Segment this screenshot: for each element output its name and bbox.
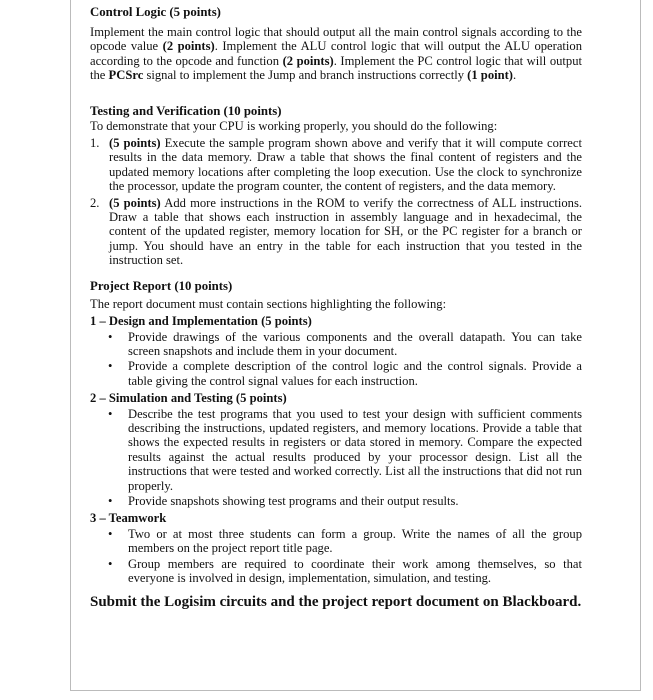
report-section [90,278,582,612]
subsection-heading: 3 – Teamwork [90,511,167,526]
list-item [90,136,582,194]
bullet-list [90,330,582,389]
testing-section [90,103,582,268]
bullet-item: • Provide a complete description of the control logic and the control signals. Provide a table giving the control signal values for each instruction. [90,359,582,388]
page-edge-bottom [70,690,641,691]
bullet-item: • Two or at most three students can form a group. Write the names of all the group members on the project report title page. [90,527,582,556]
subsection-heading: 2 – Simulation and Testing (5 points) [90,391,287,406]
text: Add more instructions in the ROM to verify the correctness of ALL instructions. Draw a table that shows each instruction in assembly language and in hexadecimal, the content of the updated register, memory location for SH, or the PC register for a branch or jump. You should have an entry in the table for each instruction that you tested in the instruction set. [109,195,582,268]
report-heading: Project Report (10 points) [90,278,233,293]
page-edge-left [70,0,71,690]
page-edge-right [640,0,641,690]
testing-heading: Testing and Verification (10 points) [90,103,282,118]
item-number: 1. [90,136,100,151]
control-logic-section [90,4,582,83]
testing-intro: To demonstrate that your CPU is working properly, you should do the following: [90,118,498,133]
submit-instruction: Submit the Logisim circuits and the project report document on Blackboard. [90,594,582,611]
bullet-item: • Group members are required to coordinate their work among themselves, so that everyone is involved in design, implementation, simulation, and testing. [90,557,582,586]
subsection-heading: 1 – Design and Implementation (5 points) [90,314,312,329]
list-item [90,196,582,268]
text: . Implement the ALU control logic that will output the ALU operation according to the opcode and function [90,39,583,68]
bold-text: (2 points) [282,53,334,68]
testing-list [90,136,582,268]
bold-text: (1 point) [467,68,514,83]
bullet-item: • Describe the test programs that you used to test your design with sufficient comments describing the instructions, updated registers, and memory locations. Provide a table that shows the expected results in registers or data stored in memory. Compare the expected results against the actual results produced by your processor design. List all the instructions that were tested and worked correctly. List all the instructions that did not run properly. [90,407,582,493]
report-intro: The report document must contain sections highlighting the following: [90,296,447,311]
bold-text: PCSrc [108,68,144,83]
bullet-item: • Provide drawings of the various components and the overall datapath. You can take screen snapshots and include them in your document. [90,330,582,359]
text: Implement the main control logic that should output all the main control signals according to the opcode value [90,25,582,54]
document-page [90,4,582,611]
text: . Implement the PC control logic that will output the [90,53,583,83]
control-logic-heading: Control Logic (5 points) [90,5,221,19]
bold-text: (5 points) [109,136,161,151]
bold-text: (5 points) [109,195,161,210]
bullet-list [90,407,582,509]
text: . [513,68,517,83]
item-number: 2. [90,195,100,210]
control-logic-paragraph [90,25,582,83]
bold-text: (2 points) [162,39,215,54]
text: signal to implement the Jump and branch instructions correctly [143,68,468,83]
bullet-item: • Provide snapshots showing test programs and their output results. [90,494,582,508]
bullet-list [90,527,582,586]
text: Execute the sample program shown above and verify that it will compute correct results in the data memory. Draw a table that shows the final content of registers and the updated memory locations after completing the loop execution. Use the clock to synchronize the processor, update the program counter, the content of registers, and the data memory. [109,136,582,194]
